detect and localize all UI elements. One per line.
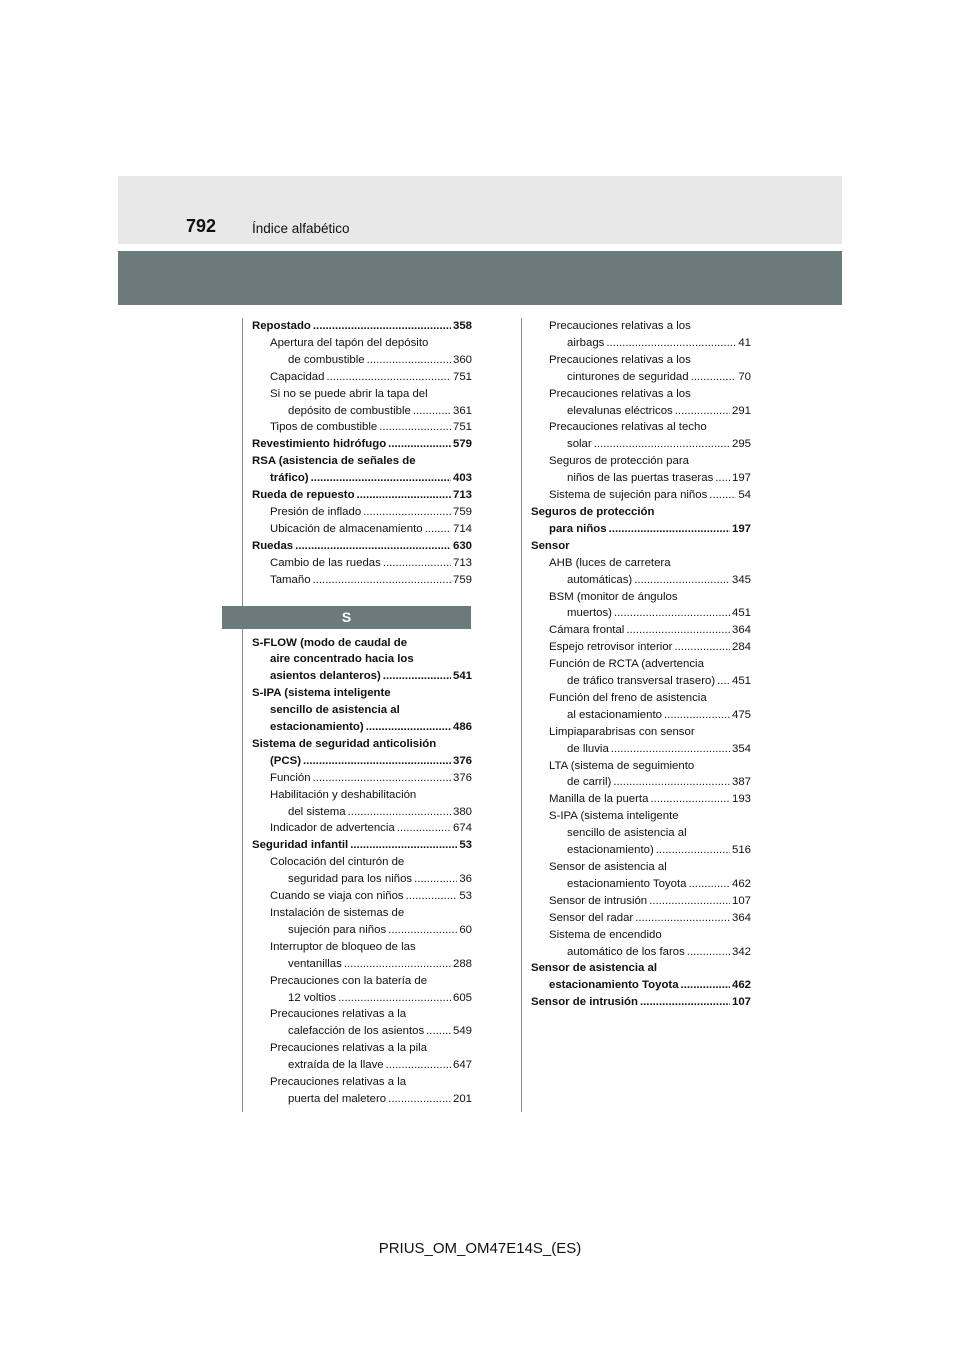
dot-leader xyxy=(675,403,730,420)
index-entry-text: Seguridad infantil xyxy=(252,839,349,852)
dot-leader xyxy=(388,436,451,453)
index-entry-text: puerta del maletero xyxy=(288,1092,387,1105)
index-entry-page: 201 xyxy=(452,1092,472,1105)
index-entry-text: Ubicación de almacenamiento xyxy=(270,522,423,535)
dot-leader xyxy=(313,572,451,589)
index-entry-text: Tipos de combustible xyxy=(270,421,378,434)
index-entry xyxy=(531,774,751,791)
index-entry xyxy=(252,352,472,369)
index-entry-text: Precauciones relativas a la xyxy=(270,1008,407,1021)
index-entry xyxy=(252,837,472,854)
index-entry-page: 630 xyxy=(452,539,472,552)
index-entry-text: automáticas) xyxy=(567,573,633,586)
index-entry xyxy=(531,977,751,994)
index-entry-page: 647 xyxy=(452,1059,472,1072)
index-entry-text: al estacionamiento xyxy=(567,708,662,721)
dot-leader xyxy=(348,804,451,821)
index-entry-text: Precauciones relativas a la pila xyxy=(270,1042,428,1055)
index-entry xyxy=(531,758,751,775)
dot-leader xyxy=(634,572,730,589)
index-entry xyxy=(531,893,751,910)
index-entry xyxy=(252,369,472,386)
index-entry-text: Sensor del radar xyxy=(549,911,634,924)
index-entry-text: extraída de la llave xyxy=(288,1059,384,1072)
index-entry-text: Precauciones con la batería de xyxy=(270,974,428,987)
index-entry xyxy=(252,1057,472,1074)
index-entry-page: 107 xyxy=(731,996,751,1009)
dot-leader xyxy=(350,837,457,854)
dot-leader xyxy=(656,842,730,859)
index-entry xyxy=(252,487,472,504)
index-entry xyxy=(252,990,472,1007)
index-entry-text: Espejo retrovisor interior xyxy=(549,641,673,654)
index-entry xyxy=(252,770,472,787)
index-entry-text: seguridad para los niños xyxy=(288,873,413,886)
index-entry-text: Indicador de advertencia xyxy=(270,822,395,835)
index-entry-page: 759 xyxy=(452,573,472,586)
dot-leader xyxy=(674,639,730,656)
index-entry-text: BSM (monitor de ángulos xyxy=(549,590,678,603)
index-entry xyxy=(531,403,751,420)
index-entry-text: Sensor de asistencia al xyxy=(549,861,667,873)
index-entry xyxy=(252,538,472,555)
index-entry-page: 36 xyxy=(459,873,472,886)
index-entry xyxy=(531,622,751,639)
index-entry-page: 475 xyxy=(731,708,751,721)
index-entry-page: 53 xyxy=(459,890,472,903)
dot-leader xyxy=(386,1057,451,1074)
index-entry-text: cinturones de seguridad xyxy=(567,370,689,383)
dot-leader xyxy=(313,318,451,335)
index-entry-text: Función xyxy=(270,771,311,784)
index-entry-text: 12 voltios xyxy=(288,991,337,1004)
index-entry-page: 462 xyxy=(731,979,751,992)
index-entry-text: Seguros de protección xyxy=(531,505,655,518)
dot-leader xyxy=(397,820,451,837)
dot-leader xyxy=(709,487,736,504)
index-entry-text: Capacidad xyxy=(270,370,325,383)
index-entry-page: 364 xyxy=(731,624,751,637)
index-entry xyxy=(531,453,751,470)
index-entry-page: 451 xyxy=(731,607,751,620)
dot-leader xyxy=(426,1023,451,1040)
index-entry-text: Sensor de asistencia al xyxy=(531,962,657,975)
index-entry xyxy=(531,487,751,504)
dot-leader xyxy=(367,352,451,369)
index-entry-text: de lluvia xyxy=(567,742,609,755)
index-entry xyxy=(252,956,472,973)
dot-leader xyxy=(379,419,451,436)
index-entry-page: 486 xyxy=(452,721,472,734)
index-entry-text: asientos delanteros) xyxy=(270,670,381,683)
index-entry-text: calefacción de los asientos xyxy=(288,1025,425,1038)
index-entry-text: Precauciones relativas a los xyxy=(549,353,691,366)
index-entry-page: 713 xyxy=(452,489,472,502)
index-entry-text: estacionamiento) xyxy=(270,721,364,734)
index-entry xyxy=(531,555,751,572)
index-entry xyxy=(531,876,751,893)
dot-leader xyxy=(413,403,451,420)
index-entry-text: Precauciones relativas a la xyxy=(270,1076,407,1089)
index-entry xyxy=(531,369,751,386)
index-entry-text: Sensor de intrusión xyxy=(549,894,648,907)
dot-leader xyxy=(366,719,451,736)
index-entry-page: 361 xyxy=(452,404,472,417)
index-entry xyxy=(252,820,472,837)
footer-code: PRIUS_OM_OM47E14S_(ES) xyxy=(378,1240,582,1257)
dot-leader xyxy=(611,741,730,758)
index-entry xyxy=(531,352,751,369)
dot-leader xyxy=(664,707,730,724)
index-entry-text: Rueda de repuesto xyxy=(252,489,355,502)
dot-leader xyxy=(406,888,458,905)
index-entry-text: tráfico) xyxy=(270,472,309,485)
index-entry-page: 674 xyxy=(452,822,472,835)
index-entry-text: automático de los faros xyxy=(567,945,685,958)
index-entry-page: 342 xyxy=(731,945,751,958)
index-entry-text: sujeción para niños xyxy=(288,923,387,936)
index-entry xyxy=(531,960,751,977)
index-entry xyxy=(531,386,751,403)
index-entry-text: Instalación de sistemas de xyxy=(270,907,405,919)
index-entry-text: de carril) xyxy=(567,776,612,789)
index-entry-text: del sistema xyxy=(288,805,346,818)
index-entry-text: AHB (luces de carretera xyxy=(549,556,671,569)
index-entry xyxy=(531,910,751,927)
index-entry-page: 714 xyxy=(452,522,472,535)
index-entry xyxy=(252,668,472,685)
dot-leader xyxy=(303,753,451,770)
index-entry-text: Sensor de intrusión xyxy=(531,996,638,1009)
index-entry xyxy=(531,927,751,944)
index-entry-text: Función de RCTA (advertencia xyxy=(549,658,704,671)
index-entry xyxy=(531,419,751,436)
index-entry-text: Sistema de sujeción para niños xyxy=(549,489,708,502)
index-entry-text: Precauciones relativas al techo xyxy=(549,421,707,434)
index-entry-text: Sensor xyxy=(531,539,570,552)
index-entry-text: Cámara frontal xyxy=(549,624,625,637)
dot-leader xyxy=(388,922,457,939)
index-entry-text: Seguros de protección para xyxy=(549,455,689,468)
dot-leader xyxy=(717,673,730,690)
index-entry xyxy=(531,707,751,724)
section-title: Índice alfabético xyxy=(252,221,350,236)
index-entry xyxy=(531,808,751,825)
index-entry-text: Precauciones relativas a los xyxy=(549,387,691,400)
index-entry xyxy=(252,470,472,487)
index-entry xyxy=(252,572,472,589)
index-entry-text: Revestimiento hidrófugo xyxy=(252,438,387,451)
index-entry-page: 462 xyxy=(731,877,751,890)
dot-leader xyxy=(649,893,730,910)
column-divider-left xyxy=(242,318,243,1112)
index-group-s xyxy=(252,635,472,1108)
index-entry-text: Función del freno de asistencia xyxy=(549,691,707,704)
index-entry xyxy=(252,685,472,702)
index-entry-text: Limpiaparabrisas con sensor xyxy=(549,725,695,738)
index-entry-text: S-FLOW (modo de caudal de xyxy=(252,636,408,649)
index-entry-text: RSA (asistencia de señales de xyxy=(252,455,416,468)
index-entry xyxy=(252,635,472,652)
index-entry xyxy=(252,1023,472,1040)
index-entry-text: Cuando se viaja con niños xyxy=(270,890,404,903)
index-entry-page: 41 xyxy=(738,336,751,349)
index-entry-page: 288 xyxy=(452,957,472,970)
index-entry-text: aire concentrado hacia los xyxy=(270,653,414,666)
index-entry xyxy=(252,736,472,753)
index-entry xyxy=(252,1074,472,1091)
index-entry xyxy=(252,1091,472,1108)
dot-leader xyxy=(414,871,457,888)
index-group-s-continued xyxy=(531,318,751,1011)
index-entry xyxy=(252,702,472,719)
dot-leader xyxy=(650,791,730,808)
index-entry xyxy=(252,939,472,956)
index-entry xyxy=(252,504,472,521)
index-entry-page: 107 xyxy=(731,894,751,907)
index-entry-text: Sistema de encendido xyxy=(549,928,662,941)
index-entry-page: 364 xyxy=(731,911,751,924)
index-entry xyxy=(531,335,751,352)
index-entry xyxy=(531,690,751,707)
index-entry xyxy=(252,555,472,572)
index-entry-page: 751 xyxy=(452,421,472,434)
index-entry xyxy=(252,888,472,905)
index-entry-page: 451 xyxy=(731,675,751,688)
index-entry-text: niños de las puertas traseras xyxy=(567,472,714,485)
index-entry xyxy=(252,453,472,470)
dot-leader xyxy=(383,668,451,685)
index-entry-text: depósito de combustible xyxy=(288,404,411,417)
index-entry-text: Sistema de seguridad anticolisión xyxy=(252,737,437,750)
index-entry xyxy=(252,804,472,821)
index-entry-page: 193 xyxy=(731,793,751,806)
index-entry-text: estacionamiento Toyota xyxy=(567,877,687,890)
index-entry-page: 197 xyxy=(731,472,751,485)
index-entry xyxy=(531,572,751,589)
index-entry-text: para niños xyxy=(549,522,607,535)
index-entry-page: 541 xyxy=(452,670,472,683)
dot-leader xyxy=(363,504,451,521)
index-entry xyxy=(531,521,751,538)
index-entry xyxy=(531,741,751,758)
index-entry xyxy=(252,521,472,538)
dot-leader xyxy=(688,876,730,893)
dot-leader xyxy=(609,521,730,538)
index-entry-page: 387 xyxy=(731,776,751,789)
index-entry-text: S-IPA (sistema inteligente xyxy=(549,810,679,823)
index-entry xyxy=(531,605,751,622)
index-entry-text: airbags xyxy=(567,336,605,349)
dot-leader xyxy=(715,470,730,487)
index-entry xyxy=(252,651,472,668)
index-entry xyxy=(531,639,751,656)
dot-leader xyxy=(606,335,736,352)
index-entry-page: 759 xyxy=(452,505,472,518)
dot-leader xyxy=(338,990,451,1007)
index-entry-text: de combustible xyxy=(288,353,365,366)
index-entry-text: Si no se puede abrir la tapa del xyxy=(270,387,428,400)
index-entry-text: Ruedas xyxy=(252,539,294,552)
index-entry-text: Tamaño xyxy=(270,573,311,586)
index-entry xyxy=(252,905,472,922)
dot-leader xyxy=(357,487,451,504)
index-entry-page: 403 xyxy=(452,472,472,485)
index-entry-text: Presión de inflado xyxy=(270,505,362,518)
index-entry-page: 354 xyxy=(731,742,751,755)
dot-leader xyxy=(425,521,451,538)
index-entry-text: Interruptor de bloqueo de las xyxy=(270,940,416,953)
index-entry-text: Precauciones relativas a los xyxy=(549,320,691,332)
section-band xyxy=(118,251,842,305)
index-entry-text: Manilla de la puerta xyxy=(549,793,649,806)
index-entry xyxy=(252,403,472,420)
index-entry-page: 291 xyxy=(731,404,751,417)
index-entry xyxy=(252,318,472,335)
dot-leader xyxy=(313,770,451,787)
index-entry xyxy=(252,436,472,453)
index-group-r xyxy=(252,318,472,589)
index-entry xyxy=(252,1040,472,1057)
index-column-right xyxy=(531,318,751,1011)
letter-heading-s: S xyxy=(222,606,471,629)
index-entry-page: 360 xyxy=(452,353,472,366)
dot-leader xyxy=(383,555,451,572)
index-entry xyxy=(252,753,472,770)
index-entry-text: Cambio de las ruedas xyxy=(270,556,381,569)
index-entry-text: estacionamiento) xyxy=(567,844,654,857)
dot-leader xyxy=(295,538,451,555)
index-entry xyxy=(531,825,751,842)
index-entry-text: Habilitación y deshabilitación xyxy=(270,788,417,801)
index-entry-text: Apertura del tapón del depósito xyxy=(270,336,429,349)
index-entry xyxy=(531,470,751,487)
dot-leader xyxy=(626,622,730,639)
index-entry xyxy=(252,871,472,888)
index-entry xyxy=(531,791,751,808)
index-entry-text: estacionamiento Toyota xyxy=(549,979,679,992)
index-entry xyxy=(252,419,472,436)
index-entry xyxy=(531,859,751,876)
index-entry xyxy=(531,504,751,521)
index-entry xyxy=(252,335,472,352)
dot-leader xyxy=(344,956,451,973)
dot-leader xyxy=(614,605,730,622)
index-entry-page: 53 xyxy=(459,839,472,852)
index-entry xyxy=(252,386,472,403)
index-entry xyxy=(531,944,751,961)
index-entry xyxy=(252,922,472,939)
dot-leader xyxy=(681,977,730,994)
index-entry-page: 295 xyxy=(731,438,751,451)
index-entry-text: elevalunas eléctricos xyxy=(567,404,673,417)
index-entry-page: 713 xyxy=(452,556,472,569)
index-column-left xyxy=(252,318,472,1108)
index-entry-page: 54 xyxy=(738,489,751,502)
index-entry-page: 376 xyxy=(452,771,472,784)
index-entry xyxy=(531,673,751,690)
index-entry-text: S-IPA (sistema inteligente xyxy=(252,687,391,700)
page-number: 792 xyxy=(186,216,217,236)
index-entry-page: 380 xyxy=(452,805,472,818)
dot-leader xyxy=(687,944,730,961)
index-entry-page: 516 xyxy=(731,844,751,857)
index-entry-text: de tráfico transversal trasero) xyxy=(567,675,716,688)
dot-leader xyxy=(388,1091,451,1108)
index-entry-text: muertos) xyxy=(567,607,612,620)
dot-leader xyxy=(635,910,730,927)
index-entry xyxy=(531,436,751,453)
index-entry-text: solar xyxy=(567,438,592,451)
index-entry xyxy=(252,787,472,804)
dot-leader xyxy=(311,470,451,487)
index-entry-text: Colocación del cinturón de xyxy=(270,856,405,869)
index-entry-page: 549 xyxy=(452,1025,472,1038)
index-entry-page: 197 xyxy=(731,522,751,535)
index-entry xyxy=(531,538,751,555)
header-band xyxy=(118,176,842,244)
index-entry-page: 345 xyxy=(731,573,751,586)
index-entry-page: 751 xyxy=(452,370,472,383)
index-entry-page: 358 xyxy=(452,320,472,332)
index-entry-page: 579 xyxy=(452,438,472,451)
index-entry xyxy=(531,318,751,335)
index-entry xyxy=(252,854,472,871)
index-entry xyxy=(531,589,751,606)
index-entry-page: 284 xyxy=(731,641,751,654)
index-entry-text: sencillo de asistencia al xyxy=(567,827,687,840)
dot-leader xyxy=(613,774,730,791)
index-entry xyxy=(531,994,751,1011)
dot-leader xyxy=(594,436,730,453)
index-entry-page: 376 xyxy=(452,754,472,767)
index-entry xyxy=(252,1006,472,1023)
index-entry xyxy=(531,842,751,859)
dot-leader xyxy=(326,369,451,386)
dot-leader xyxy=(691,369,737,386)
dot-leader xyxy=(640,994,730,1011)
index-entry xyxy=(252,973,472,990)
index-entry xyxy=(531,656,751,673)
index-entry xyxy=(531,724,751,741)
index-entry-page: 60 xyxy=(459,923,472,936)
index-entry-text: (PCS) xyxy=(270,754,302,767)
index-entry-text: sencillo de asistencia al xyxy=(270,704,400,717)
index-entry-page: 605 xyxy=(452,991,472,1004)
index-entry-text: LTA (sistema de seguimiento xyxy=(549,759,695,772)
index-entry-page: 70 xyxy=(738,370,751,383)
column-divider-center xyxy=(521,318,522,1112)
index-entry-text: ventanillas xyxy=(288,957,342,970)
index-entry xyxy=(252,719,472,736)
index-entry-text: Repostado xyxy=(252,320,311,332)
